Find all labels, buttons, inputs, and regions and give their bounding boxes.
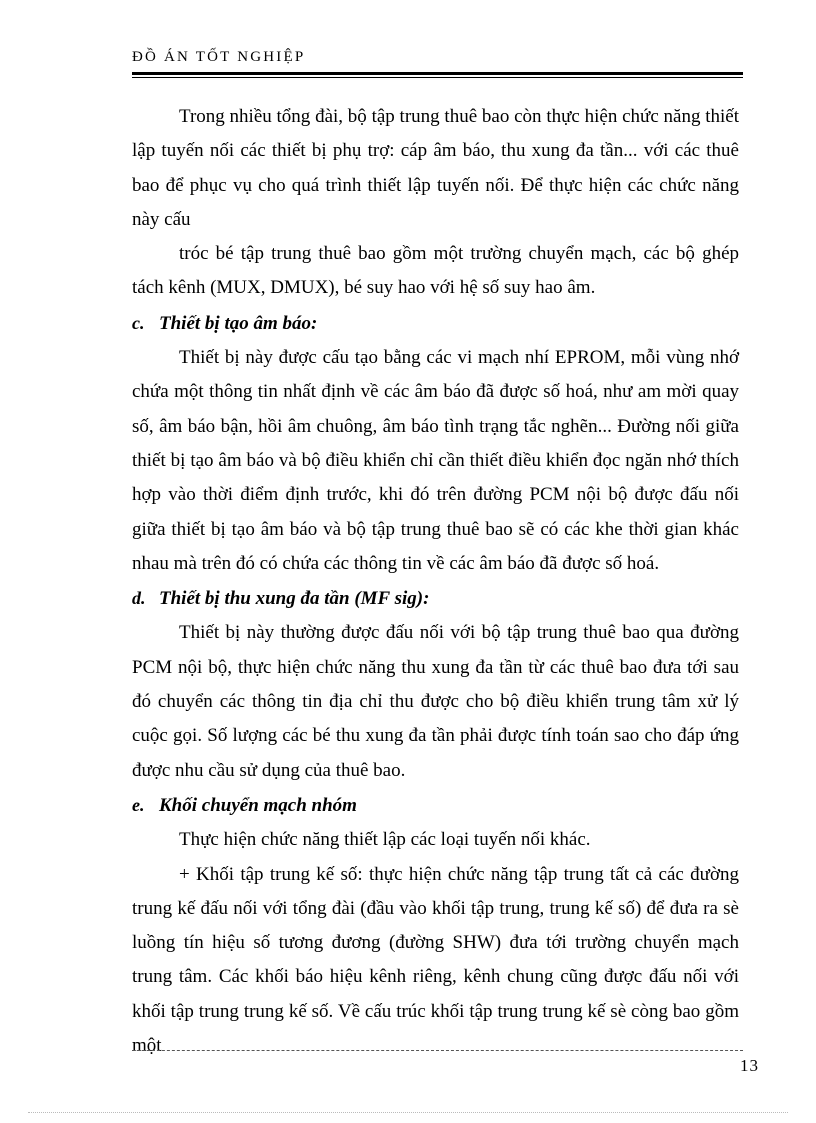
page-edge-line — [28, 1112, 788, 1113]
section-d-paragraph: Thiết bị này thường được đấu nối với bộ tập trung thuê bao qua đường PCM nội bộ, thực hiện chức năng thu xung đa tần từ các thuê bao đưa tới sau đó chuyển các thông tin địa chỉ thu được cho bộ điều khiển trung tâm xử lý cuộc gọi. Số lượng các bé thu xung đa tần phải được tính toán sao cho đáp ứng được nhu cầu sử dụng của thuê bao. — [132, 622, 739, 781]
section-d-title: Thiết bị thu xung đa tần (MF sig): — [159, 588, 430, 610]
section-c-letter: c. — [132, 312, 145, 333]
section-c-paragraph: Thiết bị này được cấu tạo bằng các vi mạch nhí EPROM, mỗi vùng nhớ chứa một thông tin nhất định về các âm báo đã được số hoá, như am mời quay số, âm báo bận, hồi âm chuông, âm báo tình trạng tắc nghẽn... Đường nối giữa thiết bị tạo âm báo và bộ điều khiển chỉ cần thiết điều khiển đọc ngăn nhớ thích hợp vào thời điểm định trước, khi đó trên đường PCM nội bộ được đấu nối giữa thiết bị tạo âm báo và bộ tập trung thuê bao sẽ có các khe thời gian khác nhau mà trên đó có chứa các thông tin về các âm báo đã được số hoá. — [132, 347, 739, 574]
section-e-title: Khối chuyển mạch nhóm — [159, 794, 357, 816]
section-e-heading — [132, 788, 739, 823]
section-c-heading — [132, 306, 739, 341]
section-c-title: Thiết bị tạo âm báo: — [159, 312, 318, 334]
paragraph-structure: tróc bé tập trung thuê bao gồm một trường chuyển mạch, các bộ ghép tách kênh (MUX, DMUX), bé suy hao với hệ số suy hao âm. — [132, 243, 739, 299]
section-e-paragraph-1: Thực hiện chức năng thiết lập các loại tuyến nối khác. — [179, 829, 591, 851]
section-e-letter: e. — [132, 794, 145, 815]
body-text — [132, 100, 739, 1063]
header-rule-thick — [132, 72, 743, 75]
running-header: ĐỒ ÁN TỐT NGHIỆP — [132, 49, 306, 65]
section-d-letter: d. — [132, 588, 146, 609]
page-number: 13 — [740, 1056, 759, 1075]
footer-rule — [132, 1050, 743, 1051]
section-d-heading — [132, 581, 739, 616]
header-rule-thin — [132, 77, 743, 78]
paragraph-intro: Trong nhiều tổng đài, bộ tập trung thuê bao còn thực hiện chức năng thiết lập tuyến nối các thiết bị phụ trợ: cáp âm báo, thu xung đa tần... với các thuê bao để phục vụ cho quá trình thiết lập tuyến nối. Để thực hiện các chức năng này cấu — [132, 106, 739, 230]
section-e-paragraph-2: + Khối tập trung kế số: thực hiện chức năng tập trung tất cả các đường trung kế đấu nối với tổng đài (đầu vào khối tập trung, trung kế số) để đưa ra sè luồng tín hiệu số tương đương (đường SHW) đưa tới trường chuyển mạch trung tâm. Các khối báo hiệu kênh riêng, kênh chung cũng được đấu nối với khối tập trung trung kế số. Về cấu trúc khối tập trung trung kế sè còng bao gồm một — [132, 863, 739, 1057]
